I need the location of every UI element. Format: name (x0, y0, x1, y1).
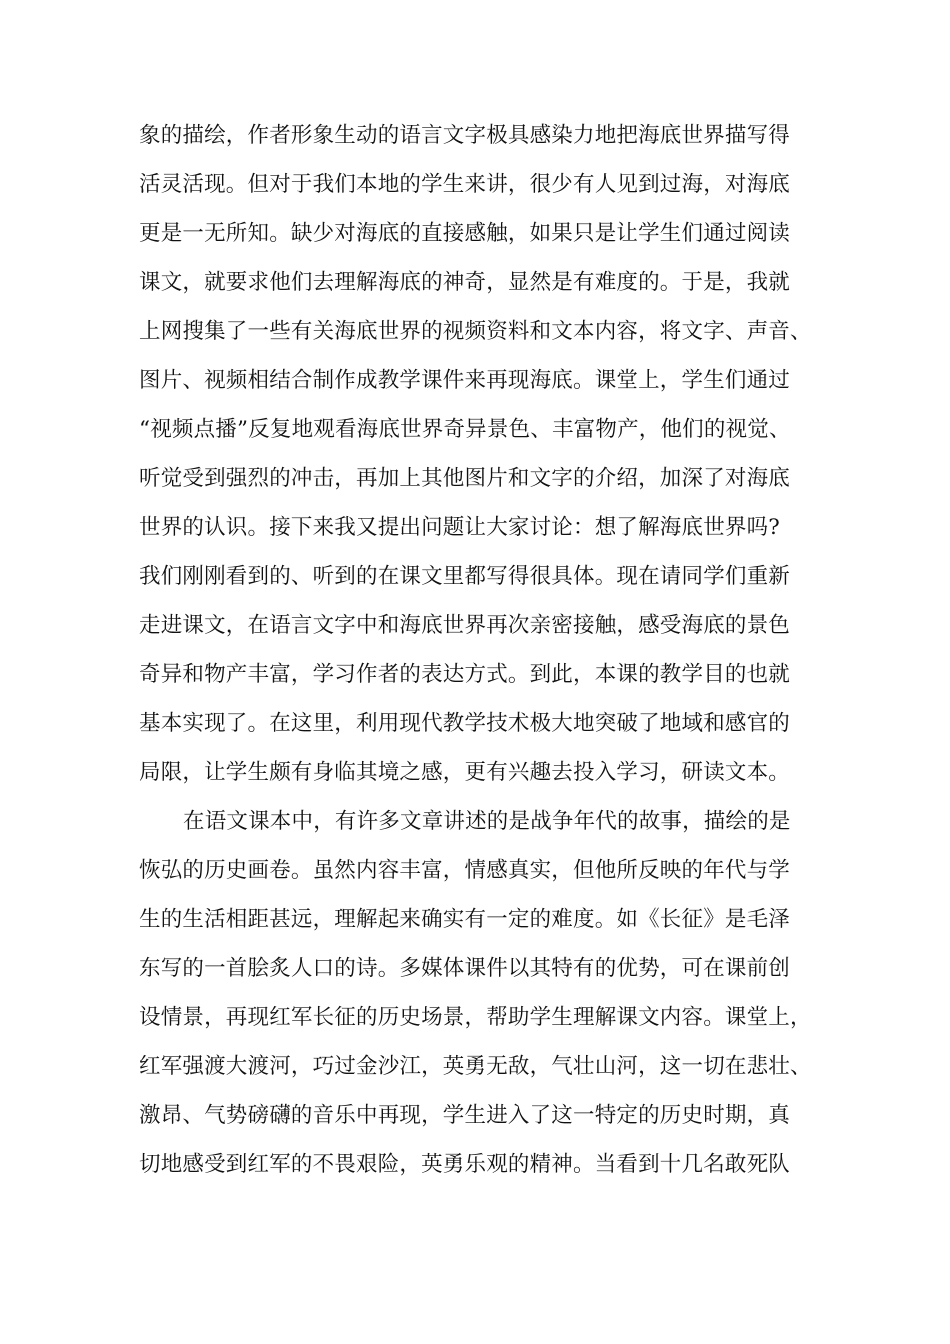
text-line: 激昂、气势磅礴的音乐中再现，学生进入了这一特定的历史时期，真 (139, 1103, 791, 1128)
text-line: “视频点播”反复地观看海底世界奇异景色、丰富物产，他们的视觉、 (139, 417, 791, 442)
text-line: 上网搜集了一些有关海底世界的视频资料和文本内容，将文字、声音、 (139, 319, 812, 344)
text-line: 红军强渡大渡河，巧过金沙江，英勇无敌，气壮山河，这一切在悲壮、 (139, 1054, 812, 1079)
text-line: 基本实现了。在这里，利用现代教学技术极大地突破了地域和感官的 (139, 711, 791, 736)
text-line: 恢弘的历史画卷。虽然内容丰富，情感真实，但他所反映的年代与学 (139, 858, 791, 883)
text-line: 生的生活相距甚远，理解起来确实有一定的难度。如《长征》是毛泽 (139, 907, 791, 932)
text-line: 我们刚刚看到的、听到的在课文里都写得很具体。现在请同学们重新 (139, 564, 791, 589)
text-line: 图片、视频相结合制作成教学课件来再现海底。课堂上，学生们通过 (139, 368, 791, 393)
text-line: 局限，让学生颇有身临其境之感，更有兴趣去投入学习，研读文本。 (139, 760, 791, 785)
text-line: 世界的认识。接下来我又提出问题让大家讨论：想了解海底世界吗? (139, 515, 781, 540)
text-line: 更是一无所知。缺少对海底的直接感触，如果只是让学生们通过阅读 (139, 221, 791, 246)
text-line: 设情景，再现红军长征的历史场景，帮助学生理解课文内容。课堂上， (139, 1005, 812, 1030)
text-line: 象的描绘，作者形象生动的语言文字极具感染力地把海底世界描写得 (139, 123, 791, 148)
text-line: 课文，就要求他们去理解海底的神奇，显然是有难度的。于是，我就 (139, 270, 791, 295)
text-line: 听觉受到强烈的冲击，再加上其他图片和文字的介绍，加深了对海底 (139, 466, 791, 491)
text-line: 奇异和物产丰富，学习作者的表达方式。到此，本课的教学目的也就 (139, 662, 791, 687)
text-line: 切地感受到红军的不畏艰险，英勇乐观的精神。当看到十几名敢死队 (139, 1152, 791, 1177)
text-line: 东写的一首脍炙人口的诗。多媒体课件以其特有的优势，可在课前创 (139, 956, 791, 981)
text-line: 走进课文，在语言文字中和海底世界再次亲密接触，感受海底的景色 (139, 613, 791, 638)
paragraph-first-line: 在语文课本中，有许多文章讲述的是战争年代的故事，描绘的是 (183, 809, 791, 834)
text-line: 活灵活现。但对于我们本地的学生来讲，很少有人见到过海，对海底 (139, 172, 791, 197)
